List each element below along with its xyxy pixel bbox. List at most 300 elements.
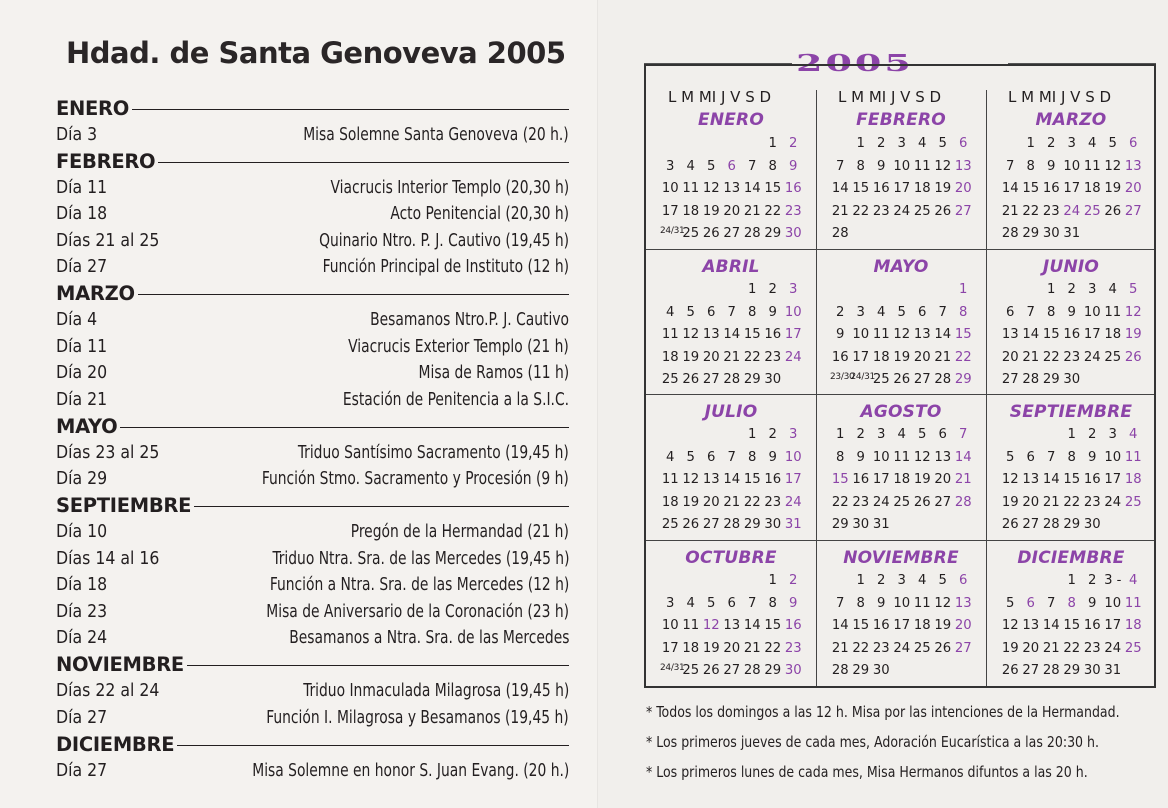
calendar-day: 24/31 — [850, 372, 875, 383]
month-heading-rule — [158, 162, 569, 163]
calendar-day: 19 — [1001, 494, 1019, 510]
event-date: Día 18 — [56, 204, 108, 225]
calendar-day: 29 — [743, 517, 761, 533]
calendar-day: 4 — [877, 304, 886, 320]
calendar-month-name: SEPTIEMBRE — [1009, 402, 1133, 422]
calendar-day: 26 — [934, 203, 952, 219]
calendar-day: 22 — [743, 349, 761, 365]
event-row — [56, 122, 569, 149]
calendar-day: 12 — [934, 158, 952, 174]
calendar-day: 19 — [1104, 181, 1122, 197]
event-row — [56, 175, 569, 202]
calendar-day: 2 — [789, 573, 798, 588]
calendar-day: 6 — [959, 573, 968, 588]
calendar-day: 14 — [831, 181, 849, 197]
calendar-day: 9 — [1088, 595, 1097, 611]
calendar-day: 17 — [661, 640, 679, 656]
event-row — [56, 625, 569, 652]
event-date: Día 10 — [56, 522, 108, 543]
calendar-day: 7 — [1047, 595, 1056, 611]
calendar-day: 31 — [784, 517, 802, 533]
calendar-day: 20 — [934, 472, 952, 488]
calendar-day: 2 — [789, 136, 798, 151]
event-description: Viacrucis Interior Templo (20,30 h) — [330, 177, 569, 198]
calendar-day: 14 — [743, 181, 761, 197]
calendar-day: 3 — [666, 595, 675, 611]
calendar-day: 13 — [1022, 472, 1040, 488]
calendar-day: 27 — [1001, 372, 1019, 388]
calendar-day: 2 — [768, 427, 777, 442]
calendar-day: 20 — [702, 349, 720, 365]
event-description: Función I. Milagrosa y Besamanos (19,45 h) — [266, 707, 569, 728]
calendar-day: 8 — [748, 449, 757, 465]
calendar-day: 22 — [1063, 640, 1081, 656]
calendar-day: 5 — [1006, 449, 1015, 465]
weekday-header: L M MI J V S D — [1008, 88, 1112, 106]
event-description: Acto Penitencial (20,30 h) — [390, 204, 569, 225]
month-heading-label: MARZO — [56, 282, 135, 306]
calendar-day: 1 — [1026, 136, 1035, 151]
calendar-day: 16 — [1083, 618, 1101, 634]
calendar-day: 3 — [666, 158, 675, 174]
calendar-day: 4 — [918, 136, 927, 151]
calendar-day: 23/30 — [830, 372, 855, 383]
calendar-day: 2 — [836, 304, 845, 320]
calendar-column-divider — [816, 90, 817, 686]
event-row — [56, 360, 569, 387]
calendar-day: 25 — [682, 226, 700, 242]
month-heading — [56, 652, 569, 679]
calendar-day: 3 — [877, 427, 886, 442]
calendar-day: 17 — [1104, 618, 1122, 634]
calendar-day: 10 — [661, 618, 679, 634]
calendar-day: 13 — [954, 158, 972, 174]
calendar-day: 26 — [682, 372, 700, 388]
calendar-day: 28 — [954, 494, 972, 510]
calendar-day: 30 — [784, 226, 802, 242]
calendar-day: 12 — [682, 327, 700, 343]
calendar-day: 9 — [789, 595, 798, 611]
calendar-day: 7 — [836, 595, 845, 611]
event-list — [56, 95, 569, 784]
calendar-day: 18 — [661, 494, 679, 510]
calendar-day: 9 — [877, 158, 886, 174]
calendar-day: 11 — [661, 327, 679, 343]
calendar-day: 13 — [702, 472, 720, 488]
event-description: Función Principal de Instituto (12 h) — [322, 257, 569, 278]
calendar-day: 21 — [743, 640, 761, 656]
calendar-day: 7 — [1047, 449, 1056, 465]
calendar-day: 11 — [872, 327, 890, 343]
event-date: Día 11 — [56, 177, 108, 198]
event-description: Besamanos a Ntra. Sra. de las Mercedes — [288, 628, 569, 649]
calendar-note: * Los primeros lunes de cada mes, Misa Hermanos difuntos a las 20 h. — [646, 763, 1088, 781]
event-description: Triduo Santísimo Sacramento (19,45 h) — [298, 442, 569, 463]
calendar-day: 25 — [913, 640, 931, 656]
calendar-day: 20 — [702, 494, 720, 510]
calendar-day: 14 — [954, 449, 972, 465]
event-row — [56, 201, 569, 228]
calendar-day: 29 — [954, 372, 972, 388]
calendar-day: 29 — [831, 517, 849, 533]
calendar-day: 18 — [893, 472, 911, 488]
calendar-day: 29 — [743, 372, 761, 388]
calendar-day: 2 — [768, 282, 777, 297]
calendar-day: 15 — [764, 618, 782, 634]
calendar-day: 21 — [743, 203, 761, 219]
calendar-day: 9 — [1067, 304, 1076, 320]
calendar-day: 9 — [1047, 158, 1056, 174]
month-heading — [56, 95, 569, 122]
calendar-day: 8 — [856, 158, 865, 174]
calendar-day: 9 — [789, 158, 798, 174]
calendar-day: 24/31 — [660, 663, 685, 674]
calendar-day: 2 — [1088, 427, 1097, 442]
calendar-day: 9 — [877, 595, 886, 611]
calendar-day: 8 — [1026, 158, 1035, 174]
calendar-day: 25 — [682, 663, 700, 679]
calendar-day: 15 — [954, 327, 972, 343]
calendar-day: 4 — [918, 573, 927, 588]
calendar-day: 9 — [856, 449, 865, 465]
calendar-day: 13 — [723, 618, 741, 634]
calendar-day: 11 — [1124, 595, 1142, 611]
calendar-day: 4 — [1129, 427, 1138, 442]
event-row — [56, 387, 569, 414]
calendar-day: 15 — [1063, 618, 1081, 634]
month-heading-rule — [138, 294, 569, 295]
calendar-day: 22 — [1063, 494, 1081, 510]
calendar-day: 28 — [1042, 663, 1060, 679]
month-heading-rule — [132, 109, 569, 110]
calendar-day: 27 — [723, 226, 741, 242]
calendar-day: 16 — [784, 181, 802, 197]
calendar-day: 31 — [1063, 226, 1081, 242]
calendar-day: 30 — [1083, 517, 1101, 533]
calendar-day: 7 — [727, 304, 736, 320]
calendar-day: 18 — [913, 181, 931, 197]
month-heading — [56, 148, 569, 175]
calendar-day: 12 — [934, 595, 952, 611]
calendar-day: 10 — [1104, 595, 1122, 611]
calendar-day: 21 — [723, 349, 741, 365]
calendar-day: 25 — [661, 517, 679, 533]
calendar-note: * Los primeros jueves de cada mes, Adoración Eucarística a las 20:30 h. — [646, 733, 1099, 751]
calendar-day: 20 — [913, 349, 931, 365]
calendar-day: 2 — [1067, 282, 1076, 297]
calendar-day: 19 — [934, 618, 952, 634]
event-description: Estación de Penitencia a la S.I.C. — [342, 389, 569, 410]
event-description: Quinario Ntro. P. J. Cautivo (19,45 h) — [319, 230, 569, 251]
calendar-day: 22 — [831, 494, 849, 510]
calendar-day: 15 — [831, 472, 849, 488]
calendar-day: 5 — [1006, 595, 1015, 611]
calendar-note: * Todos los domingos a las 12 h. Misa por las intenciones de la Hermandad. — [646, 703, 1120, 721]
calendar-row-divider — [646, 249, 1154, 250]
event-date: Días 21 al 25 — [56, 230, 160, 251]
calendar-day: 14 — [934, 327, 952, 343]
event-date: Días 22 al 24 — [56, 681, 160, 702]
month-heading-rule — [177, 745, 569, 746]
calendar-day: 4 — [666, 449, 675, 465]
month-heading-label: DICIEMBRE — [56, 732, 175, 756]
calendar-day: 23 — [872, 203, 890, 219]
calendar-row-divider — [646, 540, 1154, 541]
event-row — [56, 254, 569, 281]
calendar-day: 21 — [954, 472, 972, 488]
calendar-month-name: DICIEMBRE — [1017, 548, 1125, 568]
month-heading-rule — [120, 427, 569, 428]
calendar-day: 12 — [893, 327, 911, 343]
calendar-month-name: MAYO — [873, 257, 929, 277]
event-row — [56, 334, 569, 361]
calendar-day: 11 — [1104, 304, 1122, 320]
calendar-day: 13 — [1124, 158, 1142, 174]
calendar-day: 21 — [831, 203, 849, 219]
calendar-day: 26 — [682, 517, 700, 533]
calendar-day: 6 — [707, 449, 716, 465]
calendar-day: 7 — [938, 304, 947, 320]
calendar-day: 16 — [1083, 472, 1101, 488]
calendar-day: 11 — [893, 449, 911, 465]
calendar-day: 28 — [743, 663, 761, 679]
calendar-day: 6 — [1129, 136, 1138, 151]
calendar-day: 5 — [1129, 282, 1138, 297]
event-row — [56, 466, 569, 493]
calendar-day: 19 — [1124, 327, 1142, 343]
calendar-day: 14 — [1042, 472, 1060, 488]
event-row — [56, 758, 569, 785]
calendar-day: 24/31 — [660, 226, 685, 237]
calendar-month-name: JUNIO — [1042, 257, 1100, 277]
calendar-day: 6 — [727, 158, 736, 174]
calendar-day: 14 — [723, 327, 741, 343]
month-heading-label: ENERO — [56, 96, 130, 120]
calendar-day: 30 — [1063, 372, 1081, 388]
calendar-day: 6 — [938, 427, 947, 442]
calendar-day: 27 — [1022, 517, 1040, 533]
calendar-day: 8 — [1067, 595, 1076, 611]
calendar-day: 1 — [1047, 282, 1056, 297]
calendar-day: 6 — [1026, 595, 1035, 611]
calendar-day: 12 — [702, 181, 720, 197]
calendar-day: 5 — [1108, 136, 1117, 151]
calendar-day: 20 — [723, 203, 741, 219]
calendar-day: 7 — [1026, 304, 1035, 320]
calendar-day: 20 — [1001, 349, 1019, 365]
calendar-day: 23 — [764, 494, 782, 510]
calendar-day: 12 — [1124, 304, 1142, 320]
calendar-day: 13 — [1001, 327, 1019, 343]
calendar-day: 16 — [784, 618, 802, 634]
calendar-day: 17 — [1083, 327, 1101, 343]
calendar-day: 28 — [1022, 372, 1040, 388]
event-description: Misa Solemne en honor S. Juan Evang. (20 h.) — [251, 760, 569, 781]
calendar-day: 15 — [764, 181, 782, 197]
calendar-day: 29 — [1063, 663, 1081, 679]
calendar-day: 23 — [1083, 494, 1101, 510]
calendar-month-name: MARZO — [1035, 110, 1107, 130]
calendar-day: 30 — [1042, 226, 1060, 242]
calendar-day: 10 — [893, 595, 911, 611]
calendar-day: 27 — [723, 663, 741, 679]
calendar-day: 13 — [702, 327, 720, 343]
calendar-day: 15 — [1022, 181, 1040, 197]
calendar-day: 8 — [748, 304, 757, 320]
calendar-day: 21 — [831, 640, 849, 656]
calendar-day: 26 — [893, 372, 911, 388]
calendar-day: 27 — [954, 640, 972, 656]
calendar-day: 18 — [913, 618, 931, 634]
calendar-day: 30 — [784, 663, 802, 679]
calendar-day: 26 — [702, 663, 720, 679]
calendar-day: 19 — [702, 640, 720, 656]
calendar-day: 16 — [1042, 181, 1060, 197]
calendar-day: 12 — [682, 472, 700, 488]
calendar-notes — [646, 703, 1158, 793]
calendar-day: 22 — [852, 640, 870, 656]
calendar-day: 28 — [723, 517, 741, 533]
event-row — [56, 546, 569, 573]
calendar-day: 19 — [682, 349, 700, 365]
calendar-day: 14 — [1042, 618, 1060, 634]
calendar-day: 6 — [1006, 304, 1015, 320]
page-title: Hdad. de Santa Genoveva 2005 — [66, 36, 566, 70]
calendar-day: 21 — [1022, 349, 1040, 365]
calendar-day: 15 — [743, 472, 761, 488]
calendar-day: 6 — [1026, 449, 1035, 465]
calendar-day: 23 — [764, 349, 782, 365]
calendar-day: 20 — [1124, 181, 1142, 197]
calendar-day: 3 — [1067, 136, 1076, 151]
event-date: Día 23 — [56, 601, 108, 622]
calendar-day: 21 — [1001, 203, 1019, 219]
calendar-day: 25 — [893, 494, 911, 510]
calendar-day: 25 — [913, 203, 931, 219]
weekday-header: L M MI J V S D — [668, 88, 772, 106]
calendar-day: 27 — [1124, 203, 1142, 219]
calendar-day: 22 — [1022, 203, 1040, 219]
calendar-day: 5 — [686, 304, 695, 320]
calendar-day: 10 — [1063, 158, 1081, 174]
calendar-day: 22 — [743, 494, 761, 510]
calendar-day: 22 — [764, 640, 782, 656]
calendar-day: 8 — [768, 595, 777, 611]
calendar-day: 30 — [1083, 663, 1101, 679]
calendar-day: 13 — [934, 449, 952, 465]
calendar-day: 26 — [1001, 517, 1019, 533]
calendar-day: 15 — [1063, 472, 1081, 488]
event-description: Función a Ntra. Sra. de las Mercedes (12 h) — [269, 575, 569, 596]
calendar-day: 28 — [743, 226, 761, 242]
event-date: Día 3 — [56, 124, 98, 145]
calendar-day: 5 — [938, 136, 947, 151]
calendar-day: 29 — [764, 663, 782, 679]
calendar-day: 1 — [1067, 573, 1076, 588]
calendar-day: 4 — [666, 304, 675, 320]
calendar-day: 13 — [723, 181, 741, 197]
calendar-day: 5 — [707, 158, 716, 174]
calendar-day: 20 — [1022, 494, 1040, 510]
calendar-day: 9 — [768, 449, 777, 465]
calendar-day: 28 — [831, 663, 849, 679]
calendar-day: 16 — [831, 349, 849, 365]
event-date: Día 20 — [56, 363, 108, 384]
calendar-day: 4 — [1088, 136, 1097, 151]
calendar-day: 2 — [1088, 573, 1097, 588]
calendar-day: 30 — [764, 372, 782, 388]
calendar-day: 18 — [1104, 327, 1122, 343]
calendar-day: 12 — [702, 618, 720, 634]
calendar-day: 18 — [1083, 181, 1101, 197]
calendar-day: 1 — [856, 573, 865, 588]
calendar-day: 20 — [954, 618, 972, 634]
event-description: Misa Solemne Santa Genoveva (20 h.) — [303, 124, 569, 145]
calendar-day: 3 — [789, 427, 798, 442]
calendar-day: 2 — [877, 573, 886, 588]
calendar-day: 17 — [893, 181, 911, 197]
event-date: Día 18 — [56, 575, 108, 596]
calendar-day: 12 — [1104, 158, 1122, 174]
calendar-day: 23 — [872, 640, 890, 656]
calendar-day: 25 — [1124, 494, 1142, 510]
calendar-month-name: FEBRERO — [856, 110, 946, 130]
calendar-day: 16 — [764, 327, 782, 343]
event-row — [56, 307, 569, 334]
month-heading-label: FEBRERO — [56, 149, 156, 173]
calendar-day: 23 — [1063, 349, 1081, 365]
calendar-day: 3 - — [1104, 573, 1122, 588]
calendar-day: 8 — [959, 304, 968, 320]
calendar-day: 19 — [682, 494, 700, 510]
calendar-day: 29 — [1063, 517, 1081, 533]
calendar-day: 10 — [872, 449, 890, 465]
calendar-day: 4 — [897, 427, 906, 442]
calendar-day: 24 — [1083, 349, 1101, 365]
calendar-day: 14 — [1001, 181, 1019, 197]
calendar-day: 27 — [1022, 663, 1040, 679]
calendar-day: 7 — [1006, 158, 1015, 174]
calendar-year: 2005 — [796, 48, 914, 77]
event-date: Día 29 — [56, 469, 108, 490]
calendar-day: 22 — [954, 349, 972, 365]
event-description: Misa de Aniversario de la Coronación (23 h) — [266, 601, 569, 622]
calendar-day: 19 — [893, 349, 911, 365]
calendar-day: 24 — [872, 494, 890, 510]
calendar-day: 17 — [1104, 472, 1122, 488]
calendar-day: 2 — [856, 427, 865, 442]
calendar-day: 14 — [831, 618, 849, 634]
calendar-day: 23 — [784, 203, 802, 219]
calendar-day: 18 — [872, 349, 890, 365]
event-date: Día 21 — [56, 389, 108, 410]
calendar-day: 13 — [1022, 618, 1040, 634]
month-heading-label: SEPTIEMBRE — [56, 494, 192, 518]
event-description: Besamanos Ntro.P. J. Cautivo — [370, 310, 569, 331]
calendar-day: 6 — [918, 304, 927, 320]
calendar-day: 15 — [743, 327, 761, 343]
calendar-day: 6 — [959, 136, 968, 151]
event-row — [56, 705, 569, 732]
calendar-day: 19 — [702, 203, 720, 219]
calendar-day: 1 — [1067, 427, 1076, 442]
calendar-day: 27 — [702, 517, 720, 533]
calendar-day: 17 — [784, 472, 802, 488]
calendar-day: 14 — [1022, 327, 1040, 343]
calendar-day: 7 — [959, 427, 968, 442]
calendar-day: 1 — [856, 136, 865, 151]
calendar-day: 8 — [768, 158, 777, 174]
